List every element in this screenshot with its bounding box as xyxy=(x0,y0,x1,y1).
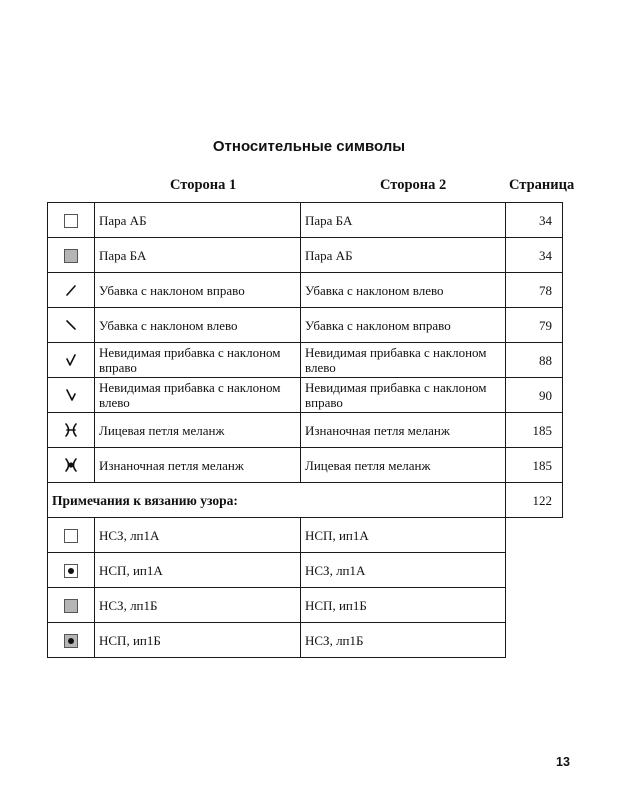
side2-cell: Пара БА xyxy=(301,203,506,238)
symbol-cell xyxy=(48,413,95,448)
symbol-cell xyxy=(48,273,95,308)
page-cell: 34 xyxy=(506,238,563,273)
side2-cell: Убавка с наклоном влево xyxy=(301,273,506,308)
side2-cell: НСП, ип1Б xyxy=(301,588,506,623)
symbol-cell xyxy=(48,623,95,658)
side1-cell: Невидимая прибавка с наклоном вправо xyxy=(95,343,301,378)
side1-cell: НСЗ, лп1А xyxy=(95,518,301,553)
page-cell: 90 xyxy=(506,378,563,413)
empty-square-icon xyxy=(64,214,78,228)
side1-cell: Пара БА xyxy=(95,238,301,273)
dot-square-icon xyxy=(64,564,78,578)
table-row xyxy=(48,203,563,238)
header-side-1: Сторона 1 xyxy=(170,177,237,193)
side2-cell: Невидимая прибавка с наклоном вправо xyxy=(301,378,506,413)
side1-cell: НСП, ип1Б xyxy=(95,623,301,658)
slant-left-icon xyxy=(62,316,80,334)
page-cell: 185 xyxy=(506,448,563,483)
symbol-cell xyxy=(48,553,95,588)
gray-dot-square-icon xyxy=(64,634,78,648)
side2-cell: Пара АБ xyxy=(301,238,506,273)
page-cell: 122 xyxy=(506,483,563,518)
side2-cell: НСП, ип1А xyxy=(301,518,506,553)
table-row xyxy=(48,238,563,273)
table-row xyxy=(48,553,563,588)
symbol-cell xyxy=(48,308,95,343)
side1-cell: НСП, ип1А xyxy=(95,553,301,588)
side1-cell: Изнаночная петля меланж xyxy=(95,448,301,483)
table-row xyxy=(48,343,563,378)
symbol-cell xyxy=(48,448,95,483)
table-row xyxy=(48,308,563,343)
symbols-table xyxy=(47,202,563,658)
symbol-cell xyxy=(48,238,95,273)
side2-cell: Невидимая прибавка с наклоном влево xyxy=(301,343,506,378)
side1-cell: НСЗ, лп1Б xyxy=(95,588,301,623)
empty-square-icon xyxy=(64,529,78,543)
page-cell: 88 xyxy=(506,343,563,378)
table-row xyxy=(48,588,563,623)
gray-square-icon xyxy=(64,249,78,263)
increase-right-icon xyxy=(62,351,80,369)
notes-label: Примечания к вязанию узора: xyxy=(48,483,506,518)
header-side-2: Сторона 2 xyxy=(380,177,447,193)
symbol-cell xyxy=(48,343,95,378)
table-row xyxy=(48,378,563,413)
table-row xyxy=(48,448,563,483)
side1-cell: Убавка с наклоном вправо xyxy=(95,273,301,308)
melange-purl-icon xyxy=(62,456,80,474)
side1-cell: Лицевая петля меланж xyxy=(95,413,301,448)
page-cell: 79 xyxy=(506,308,563,343)
melange-knit-icon xyxy=(62,421,80,439)
page-cell: 185 xyxy=(506,413,563,448)
increase-left-icon xyxy=(62,386,80,404)
table-row xyxy=(48,413,563,448)
slant-right-icon xyxy=(62,281,80,299)
page-title: Относительные символы xyxy=(212,138,406,155)
side2-cell: Убавка с наклоном вправо xyxy=(301,308,506,343)
page-cell: 34 xyxy=(506,203,563,238)
side2-cell: НСЗ, лп1Б xyxy=(301,623,506,658)
side1-cell: Невидимая прибавка с наклоном влево xyxy=(95,378,301,413)
side1-cell: Пара АБ xyxy=(95,203,301,238)
side1-cell: Убавка с наклоном влево xyxy=(95,308,301,343)
symbol-cell xyxy=(48,518,95,553)
table-row xyxy=(48,518,563,553)
gray-square-icon xyxy=(64,599,78,613)
notes-row xyxy=(48,483,563,518)
side2-cell: Изнаночная петля меланж xyxy=(301,413,506,448)
symbol-cell xyxy=(48,203,95,238)
page-cell: 78 xyxy=(506,273,563,308)
symbol-cell xyxy=(48,588,95,623)
table-row xyxy=(48,623,563,658)
side2-cell: НСЗ, лп1А xyxy=(301,553,506,588)
header-page: Страница xyxy=(509,177,575,193)
symbol-cell xyxy=(48,378,95,413)
page-number: 13 xyxy=(556,755,570,769)
side2-cell: Лицевая петля меланж xyxy=(301,448,506,483)
table-row xyxy=(48,273,563,308)
